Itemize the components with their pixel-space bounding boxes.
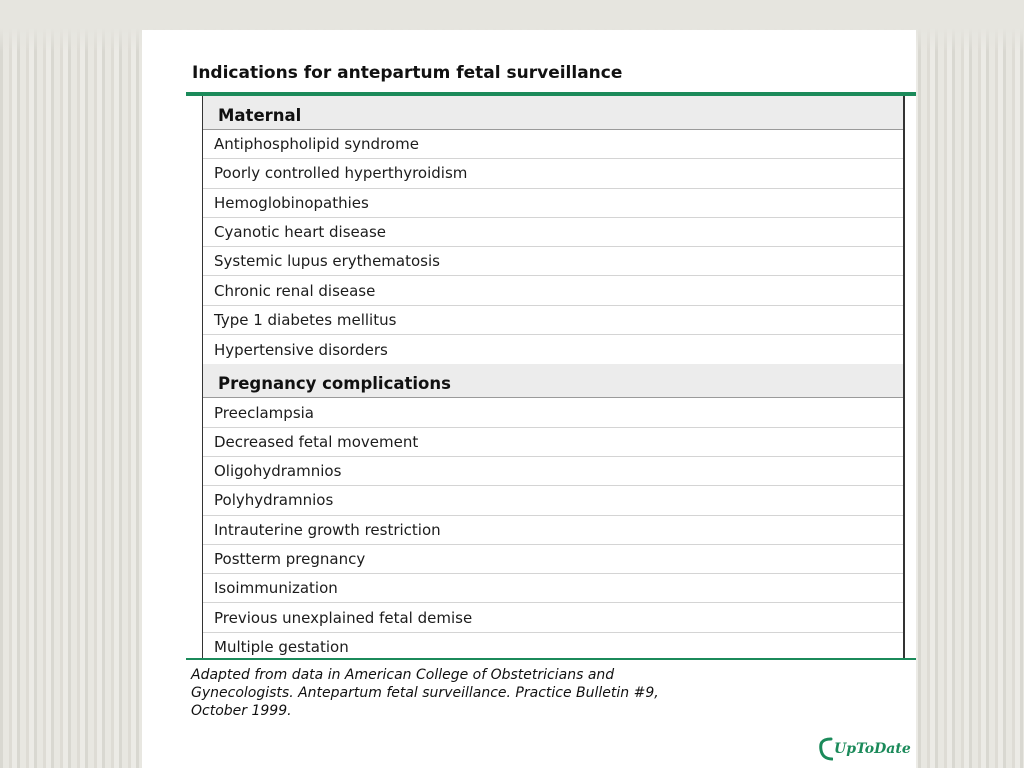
table-row: Type 1 diabetes mellitus <box>203 306 903 335</box>
section-header-pregnancy-complications: Pregnancy complications <box>203 364 903 398</box>
table-row: Poorly controlled hyperthyroidism <box>203 159 903 188</box>
footnote-line: October 1999. <box>191 703 292 719</box>
table-row: Intrauterine growth restriction <box>203 516 903 545</box>
indications-table <box>202 96 905 658</box>
document-title: Indications for antepartum fetal surveillance <box>192 63 623 83</box>
table-row: Chronic renal disease <box>203 276 903 305</box>
table-row: Hemoglobinopathies <box>203 189 903 218</box>
table-row: Polyhydramnios <box>203 486 903 515</box>
table-row: Oligohydramnios <box>203 457 903 486</box>
table-row: Previous unexplained fetal demise <box>203 603 903 632</box>
uptodate-logo <box>817 736 911 762</box>
brand-name: UpToDate <box>834 741 911 757</box>
footnote-divider <box>186 658 916 660</box>
footnote-line: Gynecologists. Antepartum fetal surveillance. Practice Bulletin #9, <box>191 685 659 701</box>
table-row: Hypertensive disorders <box>214 340 388 359</box>
table-row: Multiple gestation <box>214 638 349 657</box>
table-row: Postterm pregnancy <box>203 545 903 574</box>
source-footnote <box>191 666 659 720</box>
table-row: Cyanotic heart disease <box>203 218 903 247</box>
uptodate-swoosh-icon <box>817 736 833 762</box>
footnote-line: Adapted from data in American College of Obstetricians and <box>191 667 615 683</box>
section-header-maternal: Maternal <box>203 96 903 130</box>
document-card <box>142 30 916 768</box>
table-row: Preeclampsia <box>203 398 903 427</box>
pregnancy-complication-rows <box>203 398 903 662</box>
table-row: Decreased fetal movement <box>203 428 903 457</box>
table-row: Antiphospholipid syndrome <box>203 130 903 159</box>
table-row: Isoimmunization <box>203 574 903 603</box>
maternal-rows <box>203 130 903 364</box>
table-row: Systemic lupus erythematosis <box>203 247 903 276</box>
